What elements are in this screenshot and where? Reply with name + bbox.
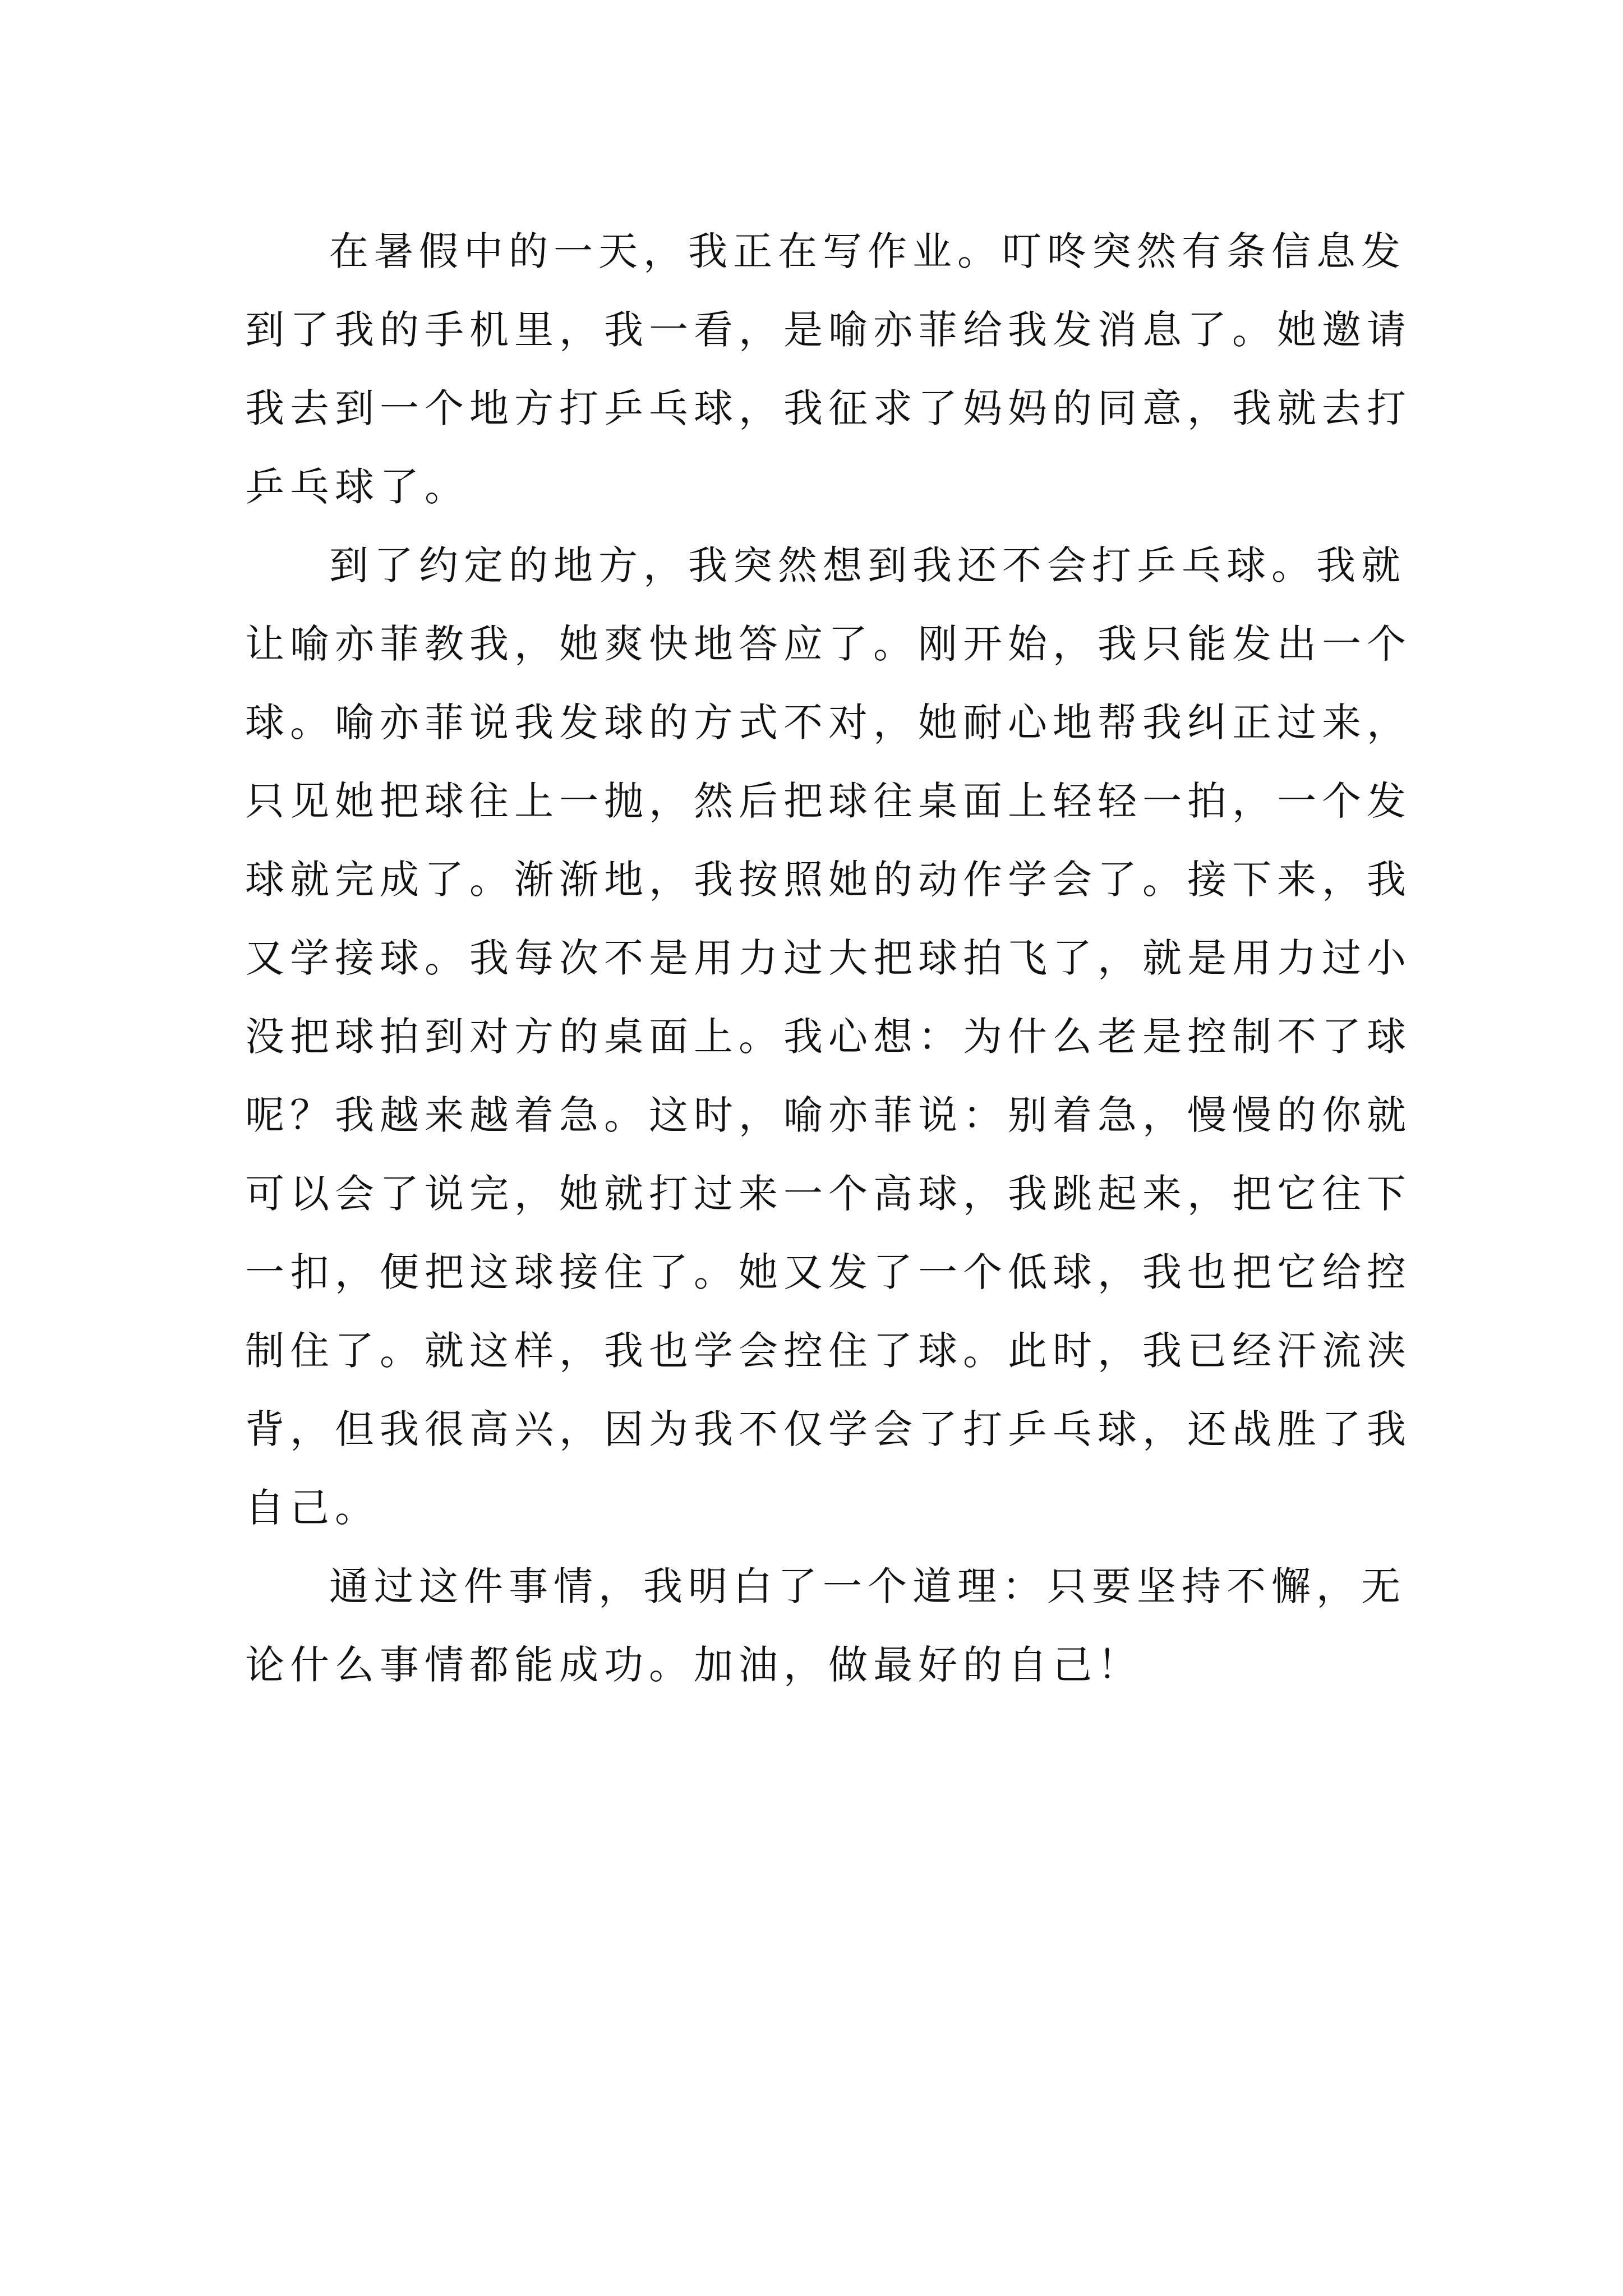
paragraph-2-line-7: 没把球拍到对方的桌面上。我心想：为什么老是控制不了球: [245, 1014, 1412, 1060]
paragraph-2-line-10: 一扣，便把这球接住了。她又发了一个低球，我也把它给控: [245, 1249, 1412, 1295]
paragraph-1-line-2: 到了我的手机里，我一看，是喻亦菲给我发消息了。她邀请: [245, 307, 1412, 353]
paragraph-1-line-3: 我去到一个地方打乒乓球，我征求了妈妈的同意，我就去打: [245, 385, 1412, 431]
paragraph-2-line-9: 可以会了说完，她就打过来一个高球，我跳起来，把它往下: [245, 1171, 1412, 1217]
paragraph-2-line-8: 呢？我越来越着急。这时，喻亦菲说：别着急，慢慢的你就: [245, 1092, 1412, 1138]
paragraph-2-line-12: 背，但我很高兴，因为我不仅学会了打乒乓球，还战胜了我: [245, 1406, 1412, 1452]
paragraph-3-line-1: 通过这件事情，我明白了一个道理：只要坚持不懈，无: [329, 1563, 1406, 1609]
essay-body: [245, 212, 1412, 1704]
paragraph-2-line-5: 球就完成了。渐渐地，我按照她的动作学会了。接下来，我: [245, 857, 1412, 903]
paragraph-2-line-4: 只见她把球往上一抛，然后把球往桌面上轻轻一拍，一个发: [245, 778, 1412, 824]
paragraph-1-line-1: 在暑假中的一天，我正在写作业。叮咚突然有条信息发: [329, 228, 1406, 274]
paragraph-2-line-6: 又学接球。我每次不是用力过大把球拍飞了，就是用力过小: [245, 935, 1412, 981]
paragraph-3-line-2: 论什么事情都能成功。加油，做最好的自己！: [245, 1642, 1142, 1688]
paragraph-2-line-13: 自己。: [245, 1485, 380, 1531]
paragraph-2-line-1: 到了约定的地方，我突然想到我还不会打乒乓球。我就: [329, 542, 1406, 588]
paragraph-2-line-2: 让喻亦菲教我，她爽快地答应了。刚开始，我只能发出一个: [245, 621, 1412, 667]
paragraph-1-line-4: 乒乓球了。: [245, 464, 469, 510]
paragraph-2-line-3: 球。喻亦菲说我发球的方式不对，她耐心地帮我纠正过来，: [245, 700, 1412, 746]
paragraph-2-line-11: 制住了。就这样，我也学会控住了球。此时，我已经汗流浃: [245, 1328, 1412, 1374]
